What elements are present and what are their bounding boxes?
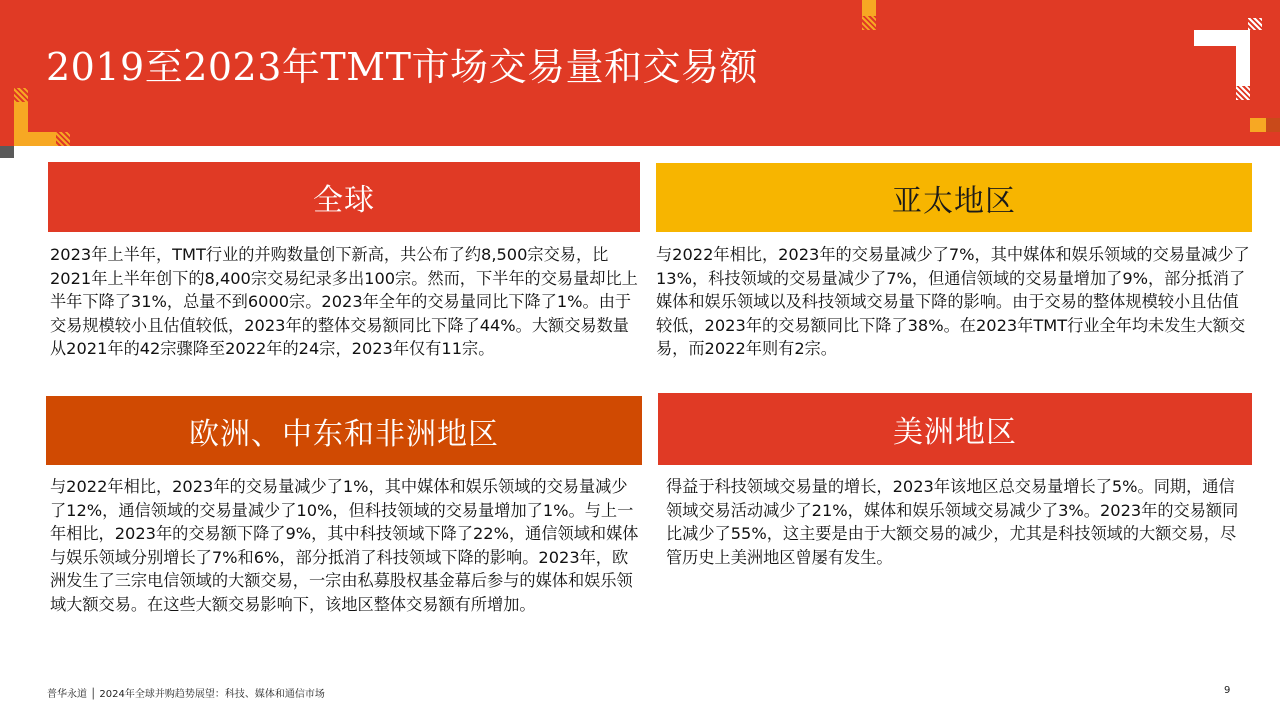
section-body-americas: 得益于科技领域交易量的增长，2023年该地区总交易量增长了5%。同期，通信领域交易活动减少了21%，媒体和娱乐领域交易减少了3%。2023年的交易额同比减少了55%，这主要是由于大额交易的减少，尤其是科技领域的大额交易，尽管历史上美洲地区曾屡有发生。 [666,477,1239,567]
section-heading-global: 全球 [48,162,640,232]
square-decoration [1250,118,1266,132]
grey-decoration [0,146,14,158]
hatched-decoration [14,88,28,102]
page-number: 9 [1224,685,1231,696]
corner-bracket-decoration [1236,30,1250,86]
hatched-decoration [1248,18,1262,30]
footer-source: 普华永道 │ 2024年全球并购趋势展望：科技、媒体和通信市场 [47,689,325,700]
top-decoration [862,0,876,16]
hatched-decoration [1236,86,1250,100]
section-heading-emea: 欧洲、中东和非洲地区 [46,396,642,465]
page-title: 2019至2023年TMT市场交易量和交易额 [46,45,759,89]
section-body-global: 2023年上半年，TMT行业的并购数量创下新高，共公布了约8,500宗交易，比2021年上半年创下的8,400宗交易纪录多出100宗。然而，下半年的交易量却比上半年下降了31%，总量不到6000宗。2023年全年的交易量同比下降了1%。由于交易规模较小且估值较低，2023年的整体交易额同比下降了44%。大额交易数量从2021年的42宗骤降至2022年的24宗，2023年仅有11宗。 [50,245,638,359]
hatched-decoration [56,132,70,146]
hatched-decoration [862,16,876,30]
corner-decoration [14,132,58,146]
section-heading-apac: 亚太地区 [656,163,1252,232]
square-decoration [1266,118,1280,132]
section-body-apac: 与2022年相比，2023年的交易量减少了7%，其中媒体和娱乐领域的交易量减少了13%，科技领域的交易量减少了7%，但通信领域的交易量增加了9%，部分抵消了媒体和娱乐领域以及科技领域交易量下降的影响。由于交易的整体规模较小且估值较低，2023年的交易额同比下降了38%。在2023年TMT行业全年均未发生大额交易，而2022年则有2宗。 [656,245,1250,359]
section-body-emea: 与2022年相比，2023年的交易量减少了1%，其中媒体和娱乐领域的交易量减少了12%，通信领域的交易量减少了10%，但科技领域的交易量增加了1%。与上一年相比，2023年的交易额下降了9%，其中科技领域下降了22%，通信领域和媒体与娱乐领域分别增长了7%和6%，部分抵消了科技领域下降的影响。2023年，欧洲发生了三宗电信领域的大额交易，一宗由私募股权基金幕后参与的媒体和娱乐领域大额交易。在这些大额交易影响下，该地区整体交易额有所增加。 [50,477,639,614]
section-heading-americas: 美洲地区 [658,393,1252,465]
